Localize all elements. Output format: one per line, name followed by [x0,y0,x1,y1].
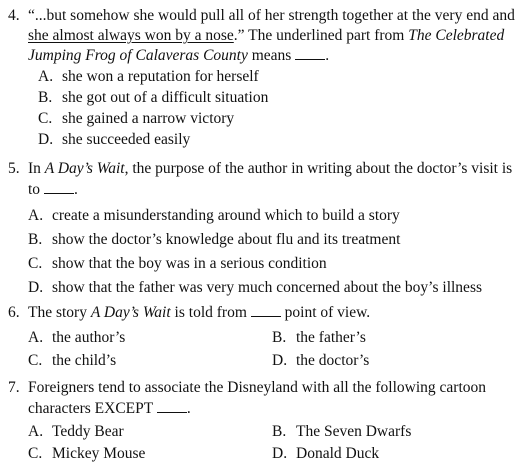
answer-blank [295,47,325,60]
underlined-phrase: she almost always won by a nose [28,27,234,44]
option-c: C. Mickey Mouse [28,445,146,462]
question-text: characters EXCEPT . [28,400,191,417]
option-b: B. show the doctor’s knowledge about flu and its treatment [28,231,401,248]
title-italic: The Celebrated [408,27,505,44]
option-a: A. create a misunderstanding around which to build a story [28,207,400,224]
option-b: B. she got out of a difficult situation [38,89,269,106]
question-text: “...but somehow she would pull all of her strength together at the very end and [28,7,515,24]
option-c: C. the child’s [28,352,117,369]
option-c: C. she gained a narrow victory [38,110,235,127]
question-number: 5. [8,160,20,177]
option-d: D. show that the father was very much concerned about the boy’s illness [28,279,483,296]
option-a: A. Teddy Bear [28,423,124,440]
question-text: Jumping Frog of Calaveras County means . [28,47,330,64]
question-number: 4. [8,7,20,24]
option-a: A. the author’s [28,329,126,346]
title-italic: A Day’s Wait [90,304,171,321]
option-b: B. the father’s [272,329,366,346]
title-italic: A Day’s Wait [44,160,125,177]
question-text: In A Day’s Wait, the purpose of the author in writing about the doctor’s visit is [28,160,513,177]
option-d: D. Donald Duck [272,445,380,462]
option-d: D. she succeeded easily [38,131,191,148]
question-text: to . [28,181,78,198]
question-number: 6. [8,304,20,321]
option-b: B. The Seven Dwarfs [272,423,412,440]
title-italic: Jumping Frog of Calaveras County [28,47,248,64]
question-text: she almost always won by a nose.” The underlined part from The Celebrated [28,27,505,44]
answer-blank [44,181,74,194]
answer-blank [251,304,281,317]
option-c: C. show that the boy was in a serious condition [28,255,327,272]
question-text: Foreigners tend to associate the Disneyland with all the following cartoon [28,379,486,396]
question-number: 7. [8,379,20,396]
option-d: D. the doctor’s [272,352,370,369]
answer-blank [157,400,187,413]
option-a: A. she won a reputation for herself [38,68,259,85]
question-text: The story A Day’s Wait is told from point of view. [28,304,371,321]
